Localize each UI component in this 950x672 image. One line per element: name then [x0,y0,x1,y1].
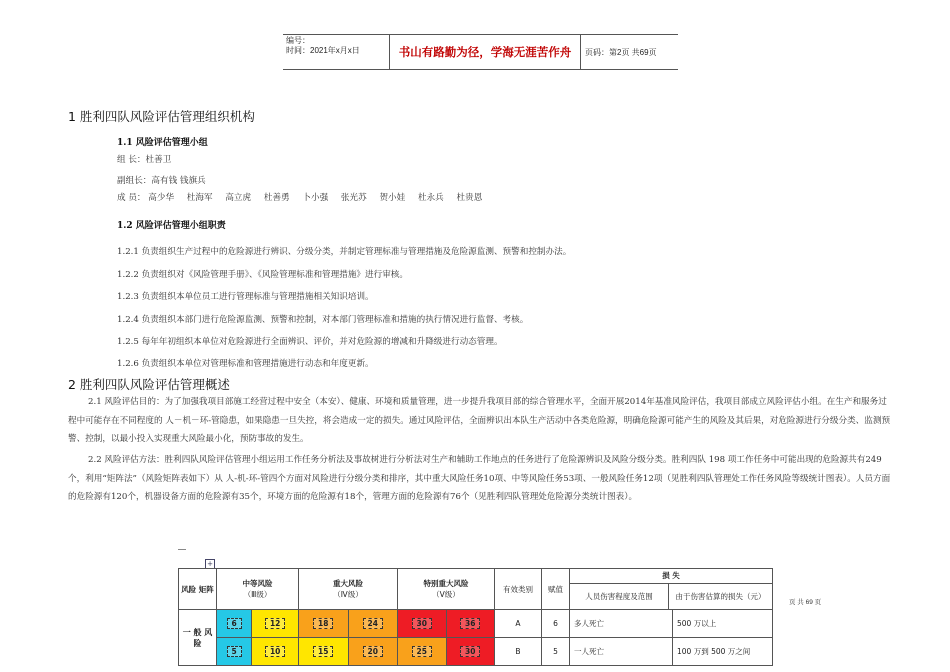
duty-item: 1.2.2 负责组织对《风险管理手册》、《风险管理标准和管理措施》进行审核。 [117,270,408,280]
special-level: （Ⅴ级） [432,590,460,599]
col-medium [217,569,299,610]
matrix-cell: 18 [299,610,349,638]
side-page-note: 页 共 69 页 [789,599,822,606]
matrix-cell: 30 [398,610,447,638]
col-loss [570,569,773,610]
loss-cell: 500 万以上 [673,610,773,638]
major-level: （Ⅳ级） [333,590,363,599]
matrix-cell: 20 [348,638,398,666]
member: 杜永兵 [417,193,444,203]
special-label: 特别重大风险 [423,579,469,588]
matrix-cell: 36 [446,610,495,638]
s12-title: 1.2 风险评估管理小组职责 [117,221,226,231]
medium-level: （Ⅲ级） [243,590,272,599]
header-slogan: 书山有路勤为径，学海无涯苦作舟 [390,35,581,69]
row-group-label: 一 般 风险 [179,610,217,666]
injury-header: 人员伤害程度及范围 [570,584,669,609]
header-time: 时间：2021年x月x日 [286,46,360,55]
member: 高少华 [148,193,175,203]
risk-matrix-table [178,568,773,666]
matrix-cell: 10 [252,638,299,666]
section1-title: 1 胜利四队风险评估管理组织机构 [68,109,255,124]
value-cell: 6 [542,610,570,638]
duty-item: 1.2.1 负责组织生产过程中的危险源进行辨识、分级分类，并制定管理标准与管理措施及危险源监测、预警和控制办法。 [117,247,572,257]
col-major [299,569,398,610]
matrix-cell: 15 [299,638,349,666]
matrix-cell: 6 [217,610,252,638]
member: 杜海军 [186,193,213,203]
deputy-line: 副组长：高有钱 钱旗兵 [117,176,206,186]
s11-title: 1.1 风险评估管理小组 [117,138,208,148]
matrix-cell: 25 [398,638,447,666]
injury-cell: 多人死亡 [570,610,673,638]
col-special [398,569,495,610]
member: 贺小娃 [379,193,406,203]
member: 张光苏 [340,193,367,203]
duty-item: 1.2.5 每年年初组织本单位对危险源进行全面辨识、评价，并对危险源的增减和升降级进行动态管理。 [117,337,503,347]
medium-label: 中等风险 [242,579,273,588]
col-risk-matrix: 风险 矩阵 [179,569,217,610]
member: 卜小强 [302,193,329,203]
members-line [117,191,492,203]
member: 杜善勇 [263,193,290,203]
header-meta [283,35,390,69]
economic-header: 由于伤害估算的损失（元） [675,591,766,601]
matrix-cell: 30 [446,638,495,666]
divider [178,549,186,550]
member: 高立虎 [225,193,252,203]
duty-item: 1.2.6 负责组织本单位对管理标准和管理措施进行动态和年度更新。 [117,359,374,369]
col-effect-type: 有效类别 [495,569,542,610]
table-row [179,638,773,666]
table-move-handle-icon[interactable]: + [205,559,215,569]
section2-title: 2 胜利四队风险评估管理概述 [68,377,230,392]
matrix-cell: 12 [252,610,299,638]
paragraph-2-2: 2.2 风险评估方法：胜利四队风险评估管理小组运用工作任务分析法及事故树进行分析法对生产和辅助工作地点的任务进行了危险源辨识及风险分级分类。胜利四队 198 项工作任务中可能出现的危险源共有249个，利用“矩阵法”（风险矩阵表如下）从 人-机-环-管四个方面对风险进行分级分类和排序，其中重大风险任务10项、中等风险任务53项、一般风险任务12项（见胜利四队管理处工作任务风险等级统计图表）。人员方面的危险源有120个，机器设备方面的危险源有35个，环境方面的危险源有18个，管理方面的危险源有76个（见胜利四队管理处危险源分类统计图表）。 [68,455,891,502]
matrix-cell: 24 [348,610,398,638]
major-label: 重大风险 [333,579,363,588]
loss-label: 损 失 [570,569,772,584]
injury-cell: 一人死亡 [570,638,673,666]
table-row [179,610,773,638]
duty-item: 1.2.3 负责组织本单位员工进行管理标准与管理措施相关知识培训。 [117,292,374,302]
header-page: 页码：第2页 共69页 [585,47,657,57]
paragraph-2-1: 2.1 风险评估目的：为了加强我项目部施工经营过程中安全（本安）、健康、环境和质量管理，进一步提升我项目部的综合管理水平，全面开展2014年基准风险评估，我项目部成立风险评估小组。在生产和服务过程中可能存在不同程度的 人－机－环-管隐患，如果隐患一旦失控，将会造成一定的损失。通过风险评估，全面辨识出本队生产活动中各类危险源，明确危险源可能产生的风险及其后果，对危险源进行分级分类、监测预警、控制，以最小投入实现重大风险最小化，预防事故的发生。 [68,397,891,444]
header-number: 编号： [286,36,310,45]
value-cell: 5 [542,638,570,666]
duty-item: 1.2.4 负责组织本部门进行危险源监测、预警和控制，对本部门管理标准和措施的执行情况进行监督、考核。 [117,315,529,325]
leader-line: 组 长：杜善卫 [117,155,172,165]
page-header [283,34,678,70]
members-label: 成 员： [117,193,146,203]
matrix-cell: 5 [217,638,252,666]
member: 杜贵恩 [456,193,483,203]
effect-type-cell: B [495,638,542,666]
loss-cell: 100 万到 500 万之间 [673,638,773,666]
effect-type-cell: A [495,610,542,638]
col-value: 赋值 [542,569,570,610]
